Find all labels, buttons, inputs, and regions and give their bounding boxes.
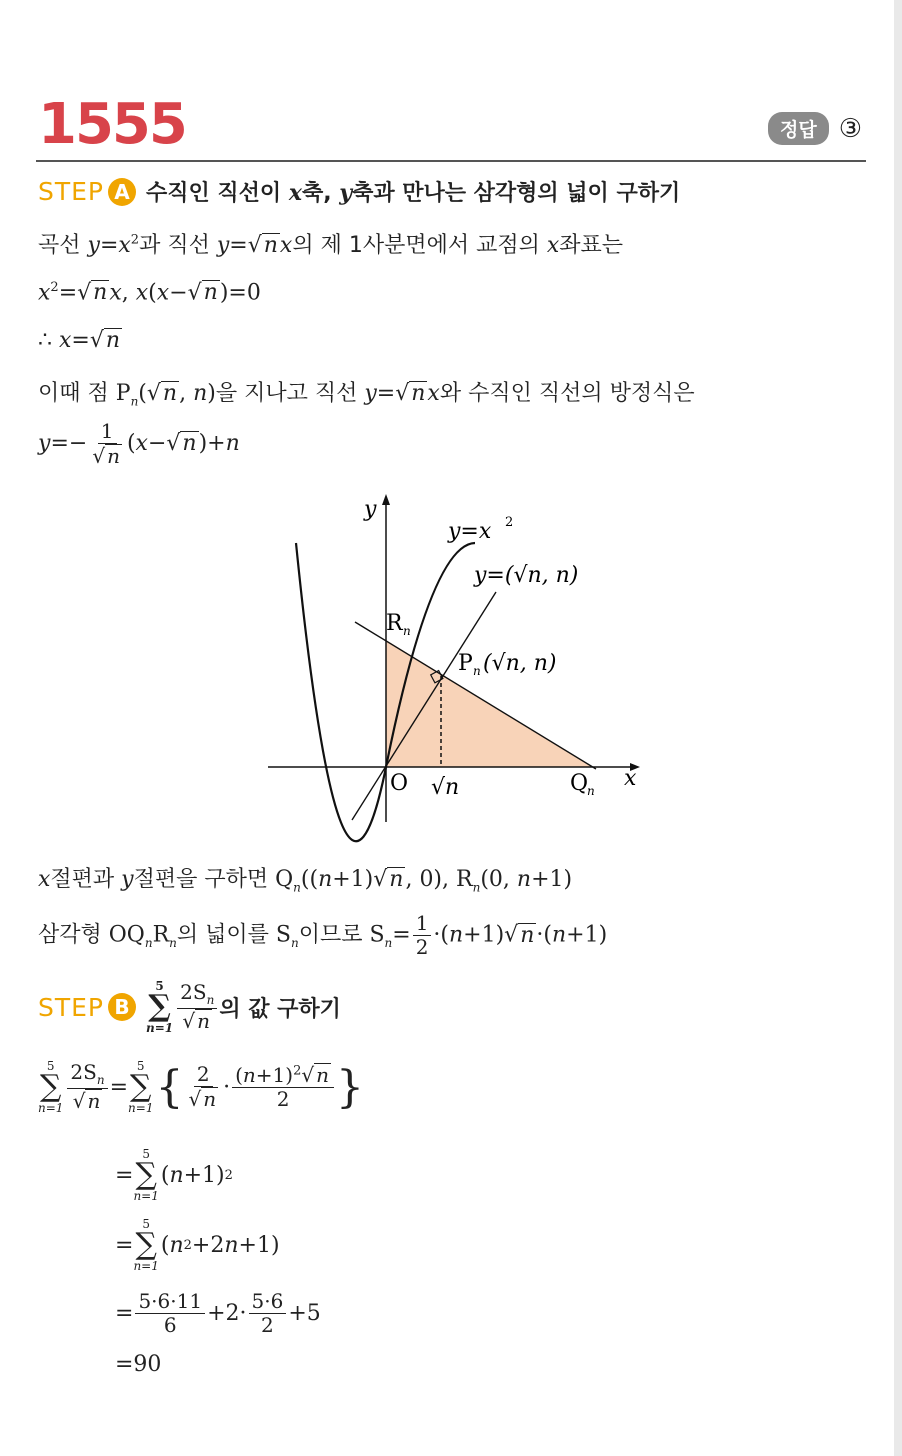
sum-line-1: 5 ∑ n=1 $\frac{2S_n}{√ n}$ = 5 ∑ n=1 { $\frac{2}{√ n}$ · $\frac{(n+1)^2√ n}{2}$ }: [38, 1059, 365, 1115]
label-line: y=(√n, n): [474, 563, 579, 588]
solution-line-6: x절편과 y절편을 구하면 $Q_n((n+1)√n$, 0), $R_n(0$, n+1): [38, 867, 573, 895]
step-b-title: 5 ∑ n=1 $\frac{2S_n}{√ n}$ 의 값 구하기: [146, 979, 341, 1035]
label-P: P: [458, 651, 473, 676]
answer-value: ③: [838, 113, 862, 144]
label-P-coord: (√n, n): [483, 651, 557, 676]
sum-line-4: = $\frac{5\cdot 6\cdot 11}{6}$ +2· $\frac{5\cdot 6}{2}$ +5: [115, 1289, 321, 1337]
final-answer: =90: [115, 1352, 162, 1377]
step-a-word: STEP: [38, 177, 105, 206]
sum-line-3: = 5 ∑ n=1 ( n 2 +2 n +1): [115, 1217, 280, 1273]
label-P-sub: n: [473, 664, 481, 678]
label-O: O: [390, 771, 409, 796]
label-sqrt-n: √n: [431, 775, 460, 800]
label-y-axis: y: [364, 497, 377, 522]
step-a-letter: A: [108, 178, 136, 206]
label-R-sub: n: [403, 624, 411, 638]
solution-line-7: 삼각형 $OQ_nR_n$의 넓이를 $S_n$이므로 $S_n=$ $\frac{1}{2}$ ·(n+1)√n·(n+1): [38, 911, 608, 959]
solution-line-4: 이때 점 $P_n(√n$, n)을 지나고 직선 y=√nx와 수직인 직선의 방정식은: [38, 381, 695, 409]
problem-number: 1555: [38, 92, 186, 157]
solution-line-1: 곡선 $y=x^2$과 직선 y=√nx의 제 1사분면에서 교점의 x좌표는: [38, 232, 624, 258]
step-a-title: 수직인 직선이 x축, y축과 만나는 삼각형의 넓이 구하기: [146, 180, 681, 206]
label-Q: Q: [570, 771, 589, 796]
label-curve: y=x: [448, 519, 492, 544]
solution-line-2: $x^2=√nx$, x(x−√n)=0: [38, 280, 261, 306]
step-b-letter: B: [108, 993, 136, 1021]
label-curve-sup: 2: [505, 515, 514, 530]
answer-badge: 정답: [768, 112, 829, 145]
step-b-heading: [38, 980, 341, 1034]
label-Q-sub: n: [587, 784, 595, 798]
y-arrow: [382, 494, 390, 505]
label-x-axis: x: [624, 766, 637, 791]
step-b-word: STEP: [38, 992, 105, 1022]
sum-line-2: = 5 ∑ n=1 ( n +1) 2: [115, 1147, 233, 1203]
label-R: R: [386, 611, 403, 636]
solution-line-3: ∴ x=√n: [38, 328, 121, 353]
solution-line-5: y=− $\frac{1}{√ n}$ (x−√n)+n: [38, 419, 240, 468]
